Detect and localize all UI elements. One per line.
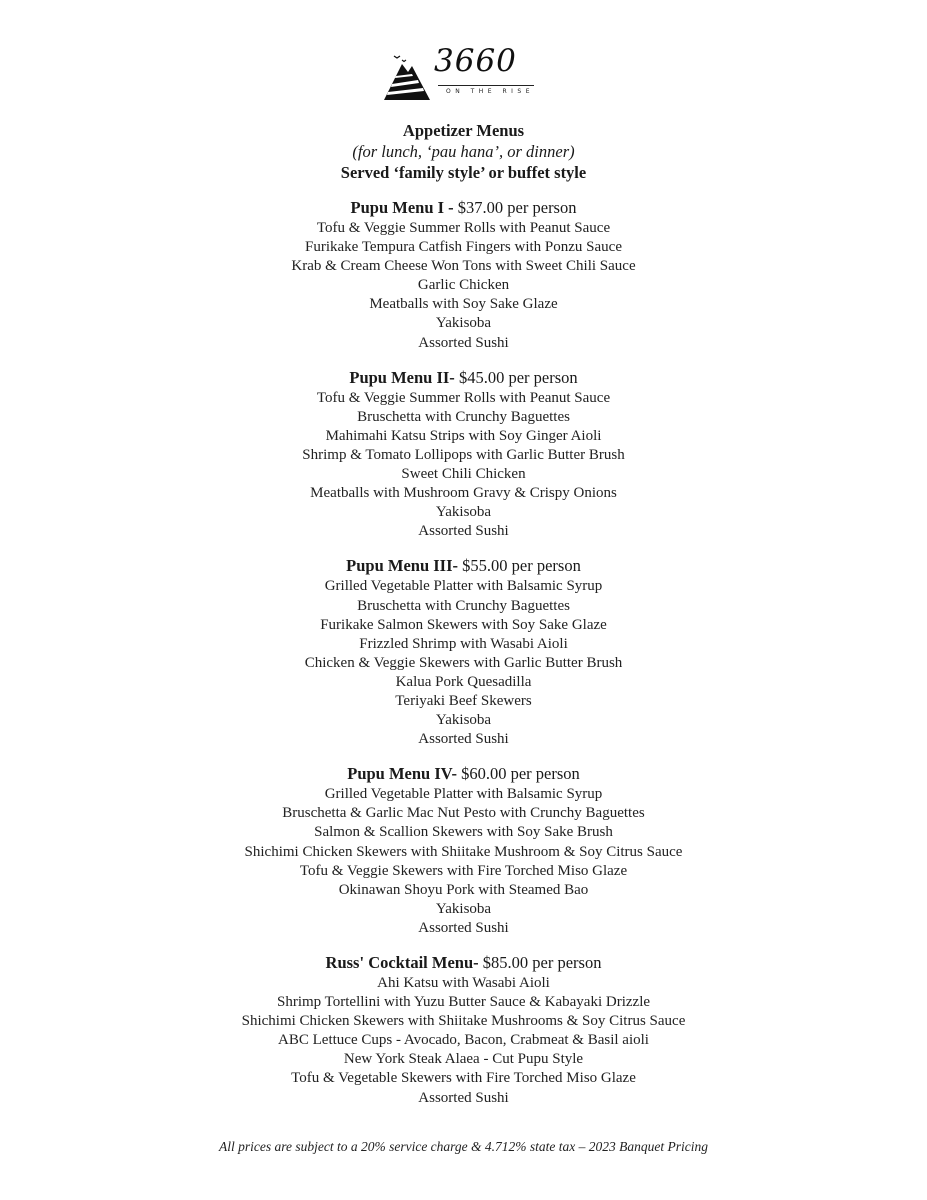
menu-item: Assorted Sushi [418, 334, 509, 351]
menu-item: Assorted Sushi [418, 919, 509, 936]
menu-item: Kalua Pork Quesadilla [395, 673, 532, 690]
restaurant-logo [382, 43, 542, 106]
menu-item: Salmon & Scallion Skewers with Soy Sake Brush [314, 824, 613, 841]
menu-item: Krab & Cream Cheese Won Tons with Sweet Chili Sauce [291, 258, 636, 275]
menu-item: Assorted Sushi [418, 1089, 509, 1106]
menu-price: $85.00 per person [482, 953, 602, 972]
menu-item: Furikake Tempura Catfish Fingers with Ponzu Sauce [305, 239, 622, 256]
menu-section [0, 763, 927, 938]
menu-item: Meatballs with Mushroom Gravy & Crispy Onions [310, 485, 617, 502]
menu-name: Pupu Menu III- [346, 556, 463, 576]
menu-item: Grilled Vegetable Platter with Balsamic Syrup [324, 578, 603, 595]
menu-price: $37.00 per person [457, 198, 577, 217]
menu-section [0, 197, 927, 353]
menu-item: Assorted Sushi [418, 731, 509, 748]
menu-item: Bruschetta with Crunchy Baguettes [357, 408, 570, 425]
menu-item: Bruschetta with Crunchy Baguettes [357, 597, 570, 614]
menu-title [0, 763, 927, 785]
menu-item: Okinawan Shoyu Pork with Steamed Bao [338, 881, 589, 898]
menu-item: Yakisoba [435, 712, 492, 729]
logo-brand-text: 3660 [434, 43, 517, 79]
menu-item: Grilled Vegetable Platter with Balsamic Syrup [324, 786, 603, 803]
pricing-footnote: All prices are subject to a 20% service charge & 4.712% state tax – 2023 Banquet Pricing [218, 1139, 709, 1154]
menu-item: Tofu & Veggie Skewers with Fire Torched Miso Glaze [299, 862, 628, 879]
menu-item: Yakisoba [435, 900, 492, 917]
menu-item: New York Steak Alaea - Cut Pupu Style [343, 1051, 584, 1068]
menu-item: Garlic Chicken [417, 277, 510, 294]
menu-name: Pupu Menu II- [349, 367, 459, 387]
menu-item: Teriyaki Beef Skewers [395, 692, 532, 709]
menu-document [0, 118, 927, 1108]
menu-item: Frizzled Shrimp with Wasabi Aioli [359, 635, 568, 652]
menu-price: $55.00 per person [462, 556, 581, 576]
menu-item: Shrimp & Tomato Lollipops with Garlic Butter Brush [302, 446, 625, 463]
menu-name: Pupu Menu I - [350, 198, 458, 217]
menu-item: Mahimahi Katsu Strips with Soy Ginger Aioli [325, 427, 602, 444]
logo-tagline: ON THE RISE [446, 88, 535, 95]
menu-title [0, 367, 927, 389]
menu-item: Chicken & Veggie Skewers with Garlic Butter Brush [304, 654, 623, 671]
menu-price: $45.00 per person [458, 367, 578, 387]
menu-section [0, 952, 927, 1108]
menu-section [0, 555, 927, 749]
menu-item: Tofu & Veggie Summer Rolls with Peanut Sauce [316, 389, 611, 406]
menu-list [0, 197, 927, 1108]
menu-item: Yakisoba [435, 315, 492, 332]
menu-item: Assorted Sushi [418, 523, 509, 540]
menu-title [0, 555, 927, 577]
menu-item: Shrimp Tortellini with Yuzu Butter Sauce & Kabayaki Drizzle [276, 994, 651, 1011]
logo-underline [438, 85, 534, 86]
menu-item: Meatballs with Soy Sake Glaze [369, 296, 558, 313]
menu-item: Ahi Katsu with Wasabi Aioli [377, 975, 550, 991]
menu-item: Shichimi Chicken Skewers with Shiitake Mushroom & Soy Citrus Sauce [244, 843, 683, 860]
menu-title [0, 952, 927, 974]
menu-price: $60.00 per person [461, 764, 580, 784]
menu-item: ABC Lettuce Cups - Avocado, Bacon, Crabmeat & Basil aioli [278, 1032, 649, 1049]
mountain-logo-icon [382, 50, 434, 102]
menu-item: Shichimi Chicken Skewers with Shiitake Mushrooms & Soy Citrus Sauce [241, 1013, 686, 1030]
menu-item: Furikake Salmon Skewers with Soy Sake Glaze [320, 616, 607, 633]
service-style-line: Served ‘family style’ or buffet style [340, 163, 587, 182]
menu-name: Pupu Menu IV- [347, 764, 462, 784]
menu-item: Bruschetta & Garlic Mac Nut Pesto with Crunchy Baguettes [282, 805, 645, 822]
menu-item: Sweet Chili Chicken [401, 466, 526, 483]
menu-item: Yakisoba [435, 504, 492, 521]
page-title: Appetizer Menus [402, 121, 525, 140]
menu-item: Tofu & Veggie Summer Rolls with Peanut Sauce [316, 220, 611, 236]
menu-section [0, 367, 927, 542]
menu-name: Russ' Cocktail Menu- [325, 953, 483, 972]
menu-title [0, 197, 927, 219]
occasion-subtitle: (for lunch, ‘pau hana’, or dinner) [352, 142, 575, 161]
menu-item: Tofu & Vegetable Skewers with Fire Torched Miso Glaze [291, 1070, 636, 1087]
